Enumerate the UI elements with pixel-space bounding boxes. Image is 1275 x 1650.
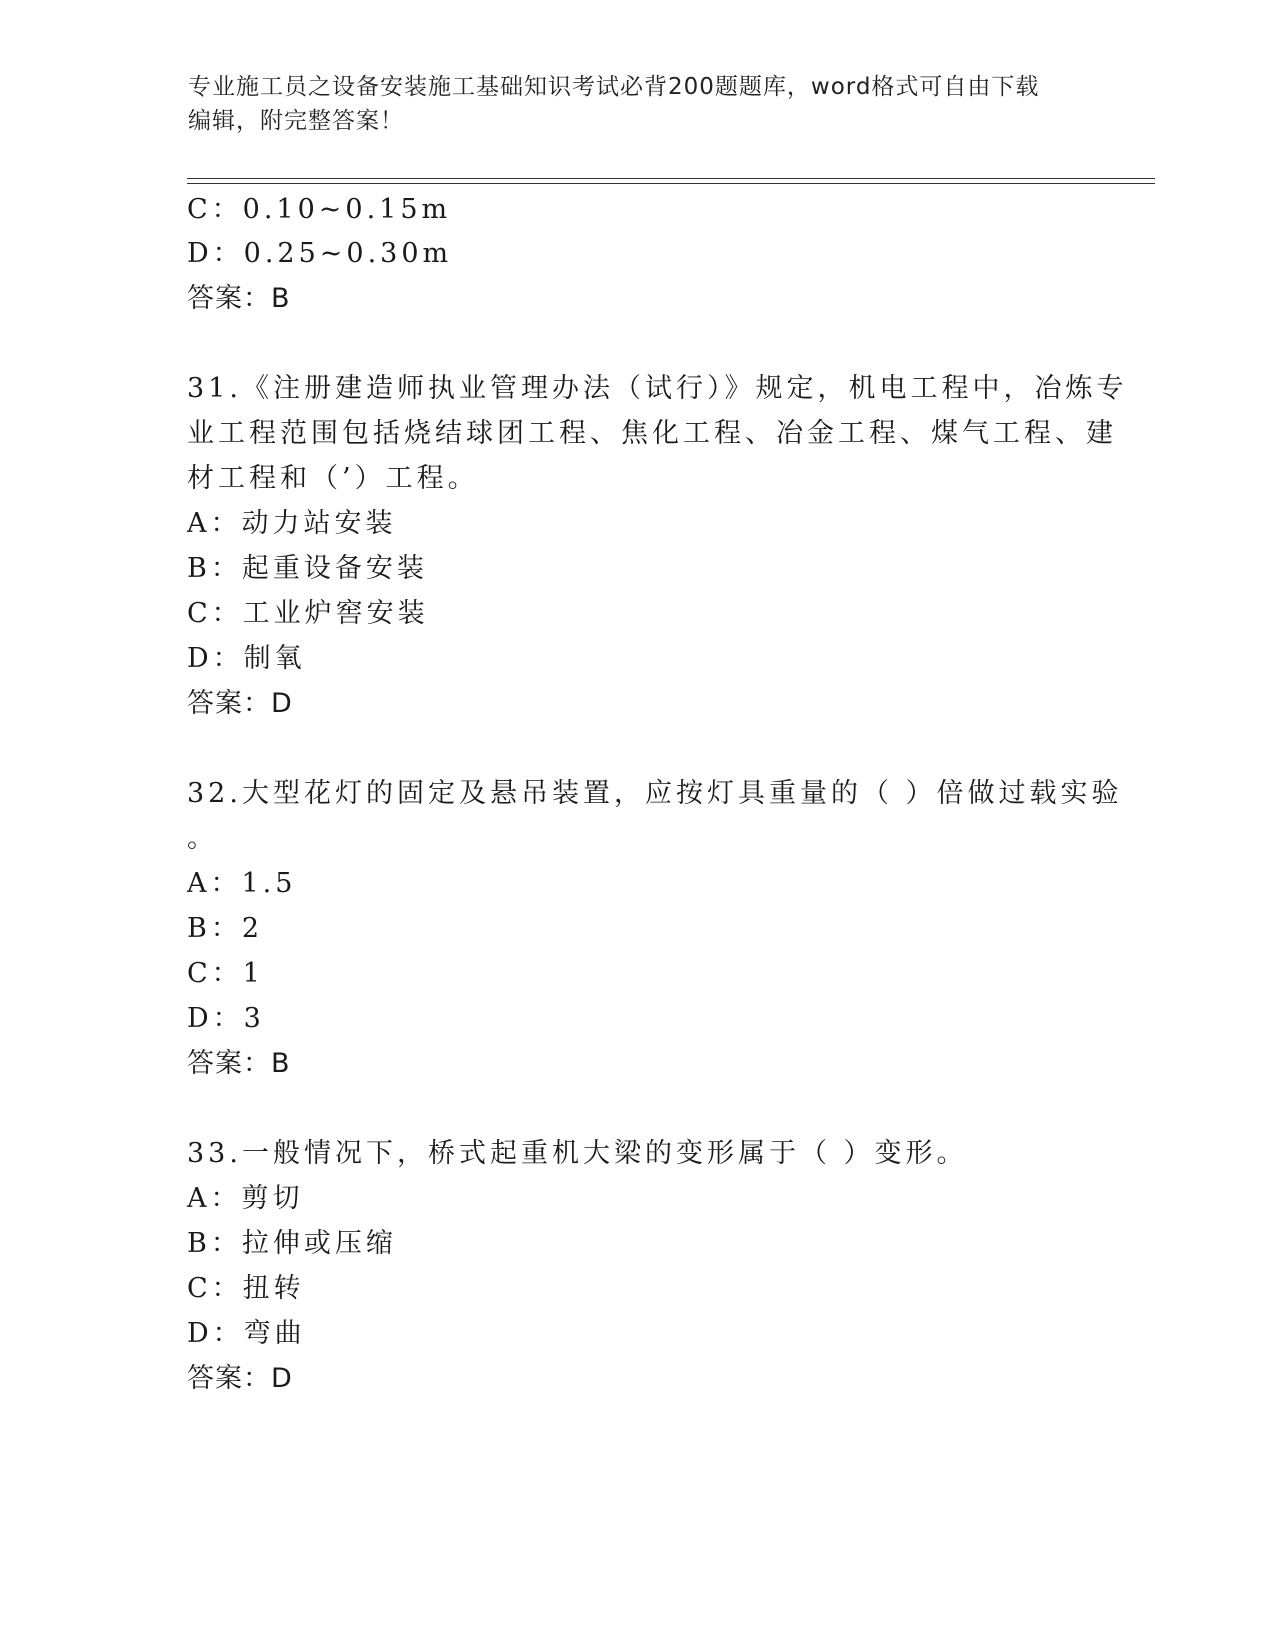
q33-answer: 答案：D	[187, 1363, 293, 1394]
q33-option-b: B：拉伸或压缩	[187, 1228, 397, 1259]
q33-option-c: C：扭转	[187, 1273, 305, 1304]
q32-answer: 答案：B	[187, 1048, 291, 1079]
q31-option-a: A：动力站安装	[187, 508, 397, 539]
q31-stem-line-1: 31.《注册建造师执业管理办法（试行）》规定，机电工程中，冶炼专	[187, 373, 1128, 404]
q30-answer: 答案：B	[187, 283, 291, 314]
q31-option-d: D：制氧	[187, 643, 306, 674]
header-divider-top	[187, 178, 1155, 179]
q32-option-b: B：2	[187, 913, 264, 944]
q33-stem-line-1: 33.一般情况下，桥式起重机大梁的变形属于（ ）变形。	[187, 1138, 968, 1169]
q32-option-a: A：1.5	[187, 868, 297, 899]
header-line-2: 编辑，附完整答案！	[188, 108, 404, 134]
q33-option-d: D：弯曲	[187, 1318, 306, 1349]
q32-option-d: D：3	[187, 1003, 265, 1034]
q30-option-c: C：0.10~0.15m	[187, 194, 452, 225]
q31-stem-line-3: 材工程和（’）工程。	[187, 463, 479, 494]
q31-answer: 答案：D	[187, 688, 293, 719]
header-divider-bottom	[187, 183, 1155, 184]
q31-option-b: B：起重设备安装	[187, 553, 428, 584]
document-header	[188, 70, 1068, 138]
q32-option-c: C：1	[187, 958, 264, 989]
q32-stem-line-2: 。	[187, 823, 218, 854]
q32-stem-line-1: 32.大型花灯的固定及悬吊装置，应按灯具重量的（ ）倍做过载实验	[187, 778, 1123, 809]
q31-option-c: C：工业炉窖安装	[187, 598, 429, 629]
header-line-1: 专业施工员之设备安装施工基础知识考试必背200题题库，word格式可自由下载	[188, 74, 1040, 100]
q33-option-a: A：剪切	[187, 1183, 304, 1214]
q30-option-d: D：0.25~0.30m	[187, 238, 453, 269]
q31-stem-line-2: 业工程范围包括烧结球团工程、焦化工程、冶金工程、煤气工程、建	[187, 418, 1117, 449]
